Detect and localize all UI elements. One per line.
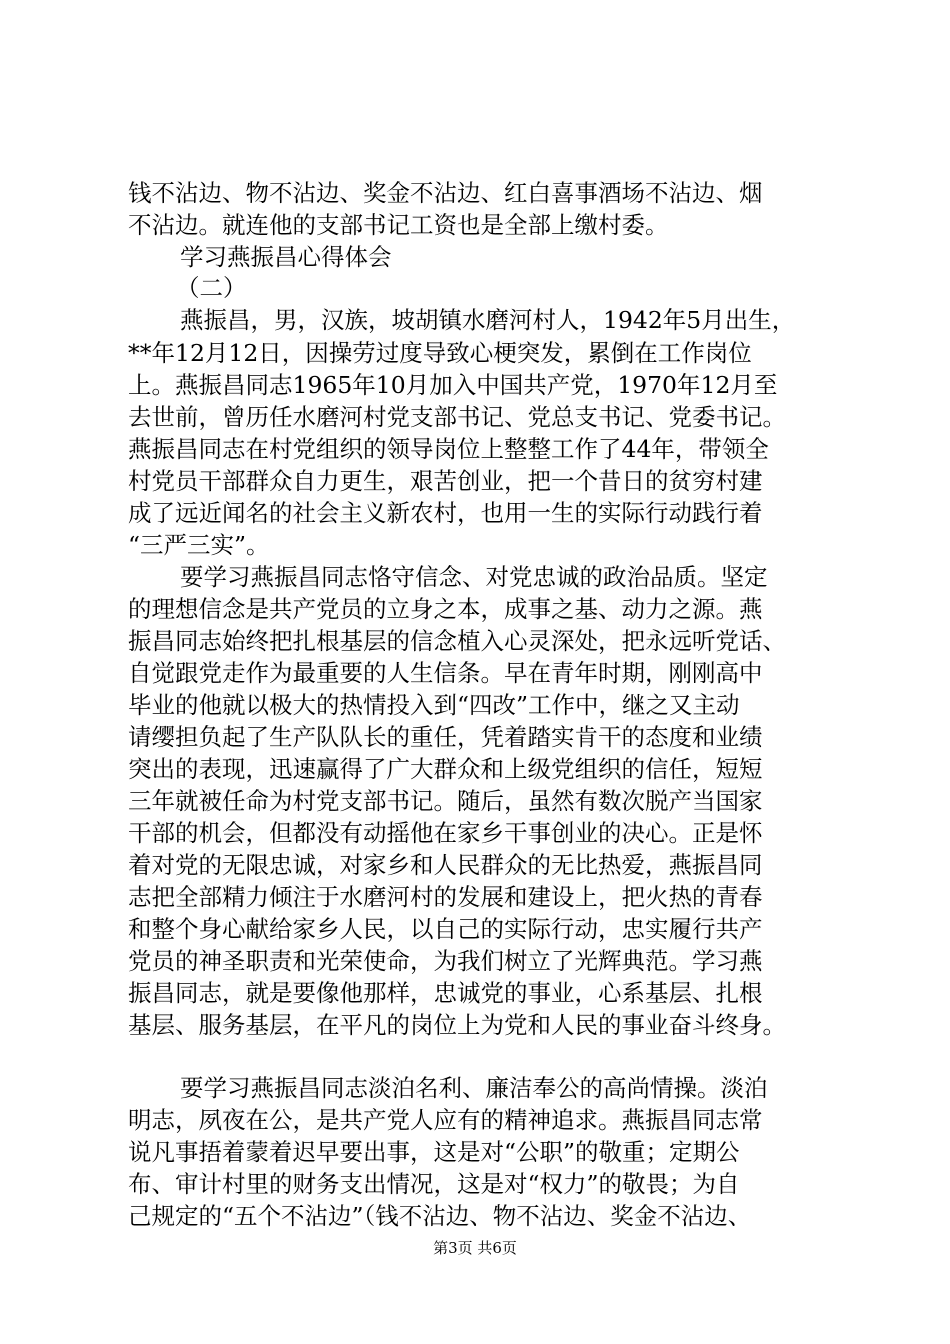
text-line: 成了远近闻名的社会主义新农村，也用一生的实际行动践行着 bbox=[128, 499, 763, 527]
section-number: （二） bbox=[176, 274, 247, 302]
text-line: 党员的神圣职责和光荣使命，为我们树立了光辉典范。学习燕 bbox=[128, 947, 763, 975]
text-line: 的理想信念是共产党员的立身之本，成事之基、动力之源。燕 bbox=[128, 595, 763, 623]
text-line: 三年就被任命为村党支部书记。随后，虽然有数次脱产当国家 bbox=[128, 787, 763, 815]
text-line: 基层、服务基层，在平凡的岗位上为党和人民的事业奋斗终身。 bbox=[128, 1011, 786, 1039]
text-line: 明志，夙夜在公，是共产党人应有的精神追求。燕振昌同志常 bbox=[128, 1106, 763, 1134]
text-line: “三严三实”。 bbox=[128, 531, 270, 559]
text-line: 去世前，曾历任水磨河村党支部书记、党总支书记、党委书记。 bbox=[128, 403, 786, 431]
text-line: 上。燕振昌同志1965年10月加入中国共产党，1970年12月至 bbox=[128, 371, 778, 399]
text-line: 毕业的他就以极大的热情投入到“四改”工作中，继之又主动 bbox=[128, 691, 740, 719]
text-line: 振昌同志，就是要像他那样，忠诚党的事业，心系基层、扎根 bbox=[128, 979, 763, 1007]
text-line: 志把全部精力倾注于水磨河村的发展和建设上，把火热的青春 bbox=[128, 883, 763, 911]
text-line: 燕振昌同志在村党组织的领导岗位上整整工作了44年，带领全 bbox=[128, 435, 769, 463]
text-line: 振昌同志始终把扎根基层的信念植入心灵深处，把永远听党话、 bbox=[128, 627, 786, 655]
text-line: **年12月12日，因操劳过度导致心梗突发，累倒在工作岗位 bbox=[128, 339, 752, 367]
text-line: 请缨担负起了生产队队长的重任，凭着踏实肯干的态度和业绩 bbox=[128, 723, 763, 751]
text-line: 要学习燕振昌同志淡泊名利、廉洁奉公的高尚情操。淡泊 bbox=[180, 1074, 768, 1102]
section-title: 学习燕振昌心得体会 bbox=[180, 243, 392, 271]
text-line: 钱不沾边、物不沾边、奖金不沾边、红白喜事酒场不沾边、烟 bbox=[128, 179, 763, 207]
text-line: 说凡事捂着蒙着迟早要出事，这是对“公职”的敬重；定期公 bbox=[128, 1138, 740, 1166]
text-line: 干部的机会，但都没有动摇他在家乡干事创业的决心。正是怀 bbox=[128, 819, 763, 847]
page-footer bbox=[0, 1238, 950, 1258]
text-line: 燕振昌，男，汉族，坡胡镇水磨河村人，1942年5月出生， bbox=[180, 306, 796, 334]
text-line: 村党员干部群众自力更生，艰苦创业，把一个昔日的贫穷村建 bbox=[128, 467, 763, 495]
text-line: 自觉跟党走作为最重要的人生信条。早在青年时期，刚刚高中 bbox=[128, 659, 763, 687]
text-line: 着对党的无限忠诚，对家乡和人民群众的无比热爱，燕振昌同 bbox=[128, 851, 763, 879]
page-number: 第3页 共6页 bbox=[433, 1239, 517, 1257]
text-line: 突出的表现，迅速赢得了广大群众和上级党组织的信任，短短 bbox=[128, 755, 763, 783]
text-line: 和整个身心献给家乡人民，以自己的实际行动，忠实履行共产 bbox=[128, 915, 763, 943]
text-line: 不沾边。就连他的支部书记工资也是全部上缴村委。 bbox=[128, 211, 669, 239]
text-line: 要学习燕振昌同志恪守信念、对党忠诚的政治品质。坚定 bbox=[180, 563, 768, 591]
text-line: 己规定的“五个不沾边”（钱不沾边、物不沾边、奖金不沾边、 bbox=[128, 1202, 752, 1230]
text-line: 布、审计村里的财务支出情况，这是对“权力”的敬畏；为自 bbox=[128, 1170, 740, 1198]
